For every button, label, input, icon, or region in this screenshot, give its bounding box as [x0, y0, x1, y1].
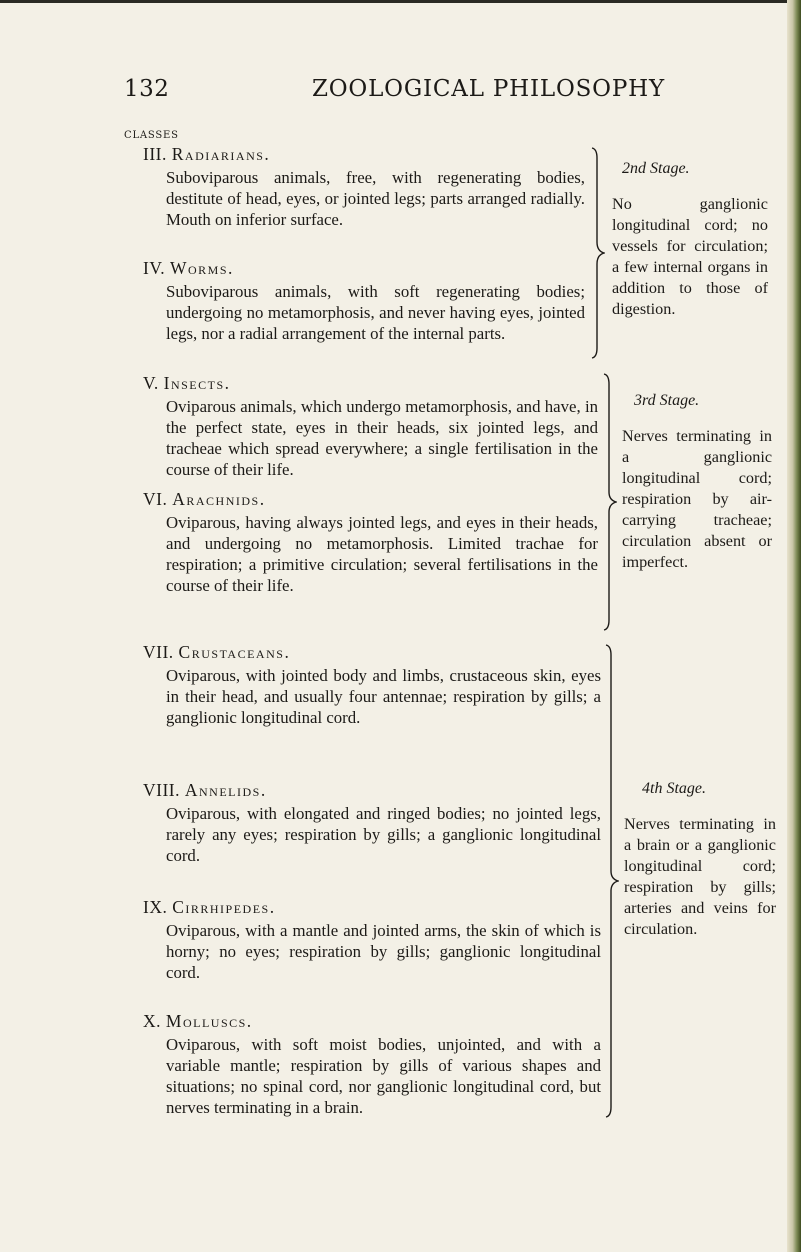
- stage-2nd: [612, 160, 768, 320]
- page-right-edge: [787, 0, 801, 1252]
- running-title: ZOOLOGICAL PHILOSOPHY: [312, 76, 665, 102]
- class-numeral: VII.: [143, 642, 174, 662]
- class-description: Suboviparous animals, with soft regenerating bodies; undergoing no metamorphosis, and never having eyes, jointed legs, nor a radial arrangement of the internal parts.: [166, 282, 585, 343]
- class-description: Oviparous, having always jointed legs, and eyes in their heads, and undergoing no metamorphosis. Limited trachae for respiration; a primitive circulation; several fertilisations in the course of their life.: [166, 513, 598, 595]
- class-description: Oviparous animals, which undergo metamorphosis, and have, in the perfect state, eyes in their heads, six jointed legs, and tracheae which spread everywhere; a single fertilisation in the course of their life.: [166, 397, 598, 479]
- class-numeral: IV.: [143, 258, 166, 278]
- class-numeral: X.: [143, 1011, 162, 1031]
- class-name: Insects.: [163, 373, 231, 393]
- class-numeral: VI.: [143, 489, 168, 509]
- class-title: [143, 641, 601, 663]
- class-name: Arachnids.: [172, 489, 266, 509]
- class-entry-cirrhipedes: [143, 896, 601, 983]
- class-title: [143, 257, 585, 279]
- brace-3rd-stage: [603, 372, 617, 632]
- brace-4th-stage: [605, 643, 619, 1119]
- class-entry-crustaceans: [143, 641, 601, 728]
- class-title: [143, 779, 601, 801]
- margin-label-classes: CLASSES: [124, 130, 179, 141]
- class-name: Radiarians.: [171, 144, 271, 164]
- class-description: Oviparous, with elongated and ringed bodies; no jointed legs, rarely any eyes; respiration by gills; a ganglionic longitudinal cord.: [166, 804, 601, 865]
- class-name: Worms.: [169, 258, 234, 278]
- class-title: [143, 896, 601, 918]
- brace-2nd-stage: [591, 146, 605, 360]
- class-title: [143, 1010, 601, 1032]
- stage-title: 3rd Stage.: [634, 392, 700, 409]
- class-entry-annelids: [143, 779, 601, 866]
- page-header: [124, 76, 665, 112]
- stage-3rd: [622, 392, 772, 573]
- stage-title: 2nd Stage.: [622, 160, 690, 177]
- class-entry-molluscs: [143, 1010, 601, 1118]
- class-numeral: VIII.: [143, 780, 180, 800]
- stage-title: 4th Stage.: [642, 780, 706, 797]
- class-name: Cirrhipedes.: [172, 897, 276, 917]
- class-description: Oviparous, with jointed body and limbs, crustaceous skin, eyes in their head, and usually four antennae; respiration by gills; a ganglionic longitudinal cord.: [166, 666, 601, 727]
- class-entry-arachnids: [143, 488, 598, 596]
- class-description: Oviparous, with soft moist bodies, unjointed, and with a variable mantle; respiration by gills of various shapes and situations; no spinal cord, nor ganglionic longitudinal cord, but nerves terminating in a brain.: [166, 1035, 601, 1117]
- class-numeral: III.: [143, 144, 167, 164]
- stage-description: No ganglionic longitudinal cord; no vessels for circulation; a few internal organs in addition to those of digestion.: [612, 195, 768, 318]
- class-description: Suboviparous animals, free, with regenerating bodies, destitute of head, eyes, or jointed legs; parts arranged radially. Mouth on inferior surface.: [166, 168, 585, 229]
- class-title: [143, 488, 598, 510]
- class-name: Crustaceans.: [178, 642, 291, 662]
- class-description: Oviparous, with a mantle and jointed arms, the skin of which is horny; no eyes; respiration by gills; ganglionic longitudinal cord.: [166, 921, 601, 982]
- class-entry-radiarians: [143, 143, 585, 230]
- page-number: 132: [124, 76, 170, 102]
- class-entry-insects: [143, 372, 598, 480]
- page-top-edge: [0, 0, 801, 3]
- stage-description: Nerves terminating in a brain or a ganglionic longitudinal cord; respiration by gills; arteries and veins for circulation.: [624, 815, 776, 938]
- class-numeral: V.: [143, 373, 159, 393]
- class-name: Annelids.: [184, 780, 267, 800]
- stage-description: Nerves terminating in a ganglionic longitudinal cord; respiration by air-carrying tracheae; circulation absent or imperfect.: [622, 427, 772, 571]
- class-entry-worms: [143, 257, 585, 344]
- class-numeral: IX.: [143, 897, 168, 917]
- class-name: Molluscs.: [165, 1011, 253, 1031]
- stage-4th: [624, 780, 776, 940]
- class-title: [143, 372, 598, 394]
- class-title: [143, 143, 585, 165]
